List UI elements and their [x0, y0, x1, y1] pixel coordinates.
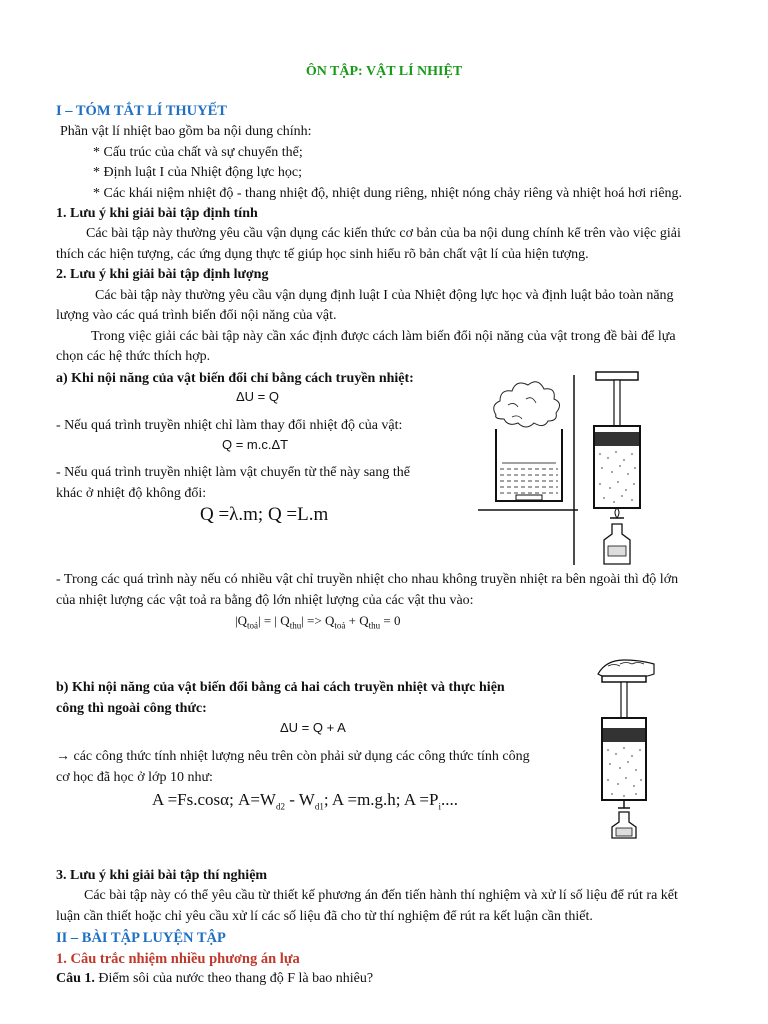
case-b-heading: b) Khi nội năng của vật biến đổi bằng cả hai cách truyền nhiệt và thực hiện: [56, 680, 505, 695]
paragraph-line: lượng vào các quá trình biến đổi nội năng của vật.: [56, 308, 337, 323]
case-b-line: cơ học đã học ở lớp 10 như:: [56, 770, 213, 785]
question-label: Câu 1.: [56, 971, 95, 986]
paragraph-line: Các bài tập này thường yêu cầu vận dụng định luật I của Nhiệt động lực học và định luật bảo toàn năng: [95, 288, 674, 303]
case-b-heading: công thì ngoài công thức:: [56, 701, 207, 716]
question-text: Điểm sôi của nước theo thang độ F là bao nhiêu?: [94, 971, 374, 986]
beaker-over-burner-figure: [478, 365, 578, 565]
bullet-item: * Cấu trúc của chất và sự chuyển thể;: [93, 145, 303, 160]
piston-cylinder-figure: [588, 368, 648, 568]
subheading-2: 2. Lưu ý khi giải bài tập định lượng: [56, 267, 269, 282]
subheading-3: 3. Lưu ý khi giải bài tập thí nghiệm: [56, 868, 268, 883]
subheading-1: 1. Lưu ý khi giải bài tập định tính: [56, 206, 258, 221]
formula-latent-heat: Q =λ.m; Q =L.m: [200, 504, 329, 525]
case-b-line: → các công thức tính nhiệt lượng nêu trên còn phải sử dụng các công thức tính công: [56, 749, 530, 764]
formula-du-q-a: ΔU = Q + A: [280, 720, 346, 735]
paragraph-line: Trong việc giải các bài tập này cần xác định được cách làm biến đổi nội năng của vật trong đề bài để lựa: [91, 329, 676, 344]
paragraph-line: luận cần thiết hoặc chỉ yêu cầu xử lí các số liệu đã cho từ thí nghiệm để rút ra kết luận cần thiết.: [56, 909, 593, 924]
paragraph-line: - Trong các quá trình này nếu có nhiều vật chỉ truyền nhiệt cho nhau không truyền nhiệt ra bên ngoài thì độ lớn: [56, 572, 679, 587]
formula-q-mct: Q = m.c.ΔT: [222, 437, 289, 452]
case-a-line: - Nếu quá trình truyền nhiệt làm vật chuyển từ thể này sang thể: [56, 465, 410, 480]
paragraph-line: chọn các hệ thức thích hợp.: [56, 349, 211, 364]
page-title: ÔN TẬP: VẬT LÍ NHIỆT: [305, 64, 463, 79]
case-a-line: khác ở nhiệt độ không đổi:: [56, 486, 207, 501]
paragraph-line: thích các hiện tượng, các ứng dụng thực tế giúp học sinh hiểu rõ bản chất vật lí của hiện tượng.: [56, 247, 589, 262]
section-2-subheading: 1. Câu trắc nhiệm nhiều phương án lựa: [56, 951, 300, 967]
bullet-item: * Định luật I của Nhiệt động lực học;: [93, 165, 302, 180]
hand-pressing-piston-figure: [594, 652, 658, 842]
formula-heat-balance: $|Q_{toả}|$ = | $Q_{thu}| => Q_{toả} + Q_{thu} = 0$: [235, 613, 401, 631]
case-a-line: - Nếu quá trình truyền nhiệt chỉ làm thay đổi nhiệt độ của vật:: [56, 418, 403, 433]
section-1-heading: I – TÓM TẮT LÍ THUYẾT: [56, 103, 227, 119]
paragraph-line: Các bài tập này có thể yêu cầu từ thiết kế phương án đến tiến hành thí nghiệm và xử lí số liệu để rút ra kết: [84, 888, 678, 903]
bullet-item: * Các khái niệm nhiệt độ - thang nhiệt độ, nhiệt dung riêng, nhiệt nóng chảy riêng và nhiệt hoá hơi riêng.: [93, 186, 683, 201]
question-1: [56, 969, 373, 990]
case-a-heading: a) Khi nội năng của vật biến đổi chỉ bằng cách truyền nhiệt:: [56, 371, 414, 386]
formula-work: A =Fs.cosα; $A=W_{d2} - W_{d1}$; A =m.g.h; $A =P_i$....: [152, 790, 458, 812]
formula-du-q: ΔU = Q: [236, 389, 279, 404]
paragraph-line: của nhiệt lượng các vật toả ra bằng độ lớn nhiệt lượng của các vật thu vào:: [56, 593, 474, 608]
section-1-intro: Phần vật lí nhiệt bao gồm ba nội dung chính:: [60, 124, 312, 139]
section-2-heading: II – BÀI TẬP LUYỆN TẬP: [56, 930, 226, 946]
paragraph-line: Các bài tập này thường yêu cầu vận dụng các kiến thức cơ bản của ba nội dung chính kể trên vào việc giải: [86, 226, 681, 241]
